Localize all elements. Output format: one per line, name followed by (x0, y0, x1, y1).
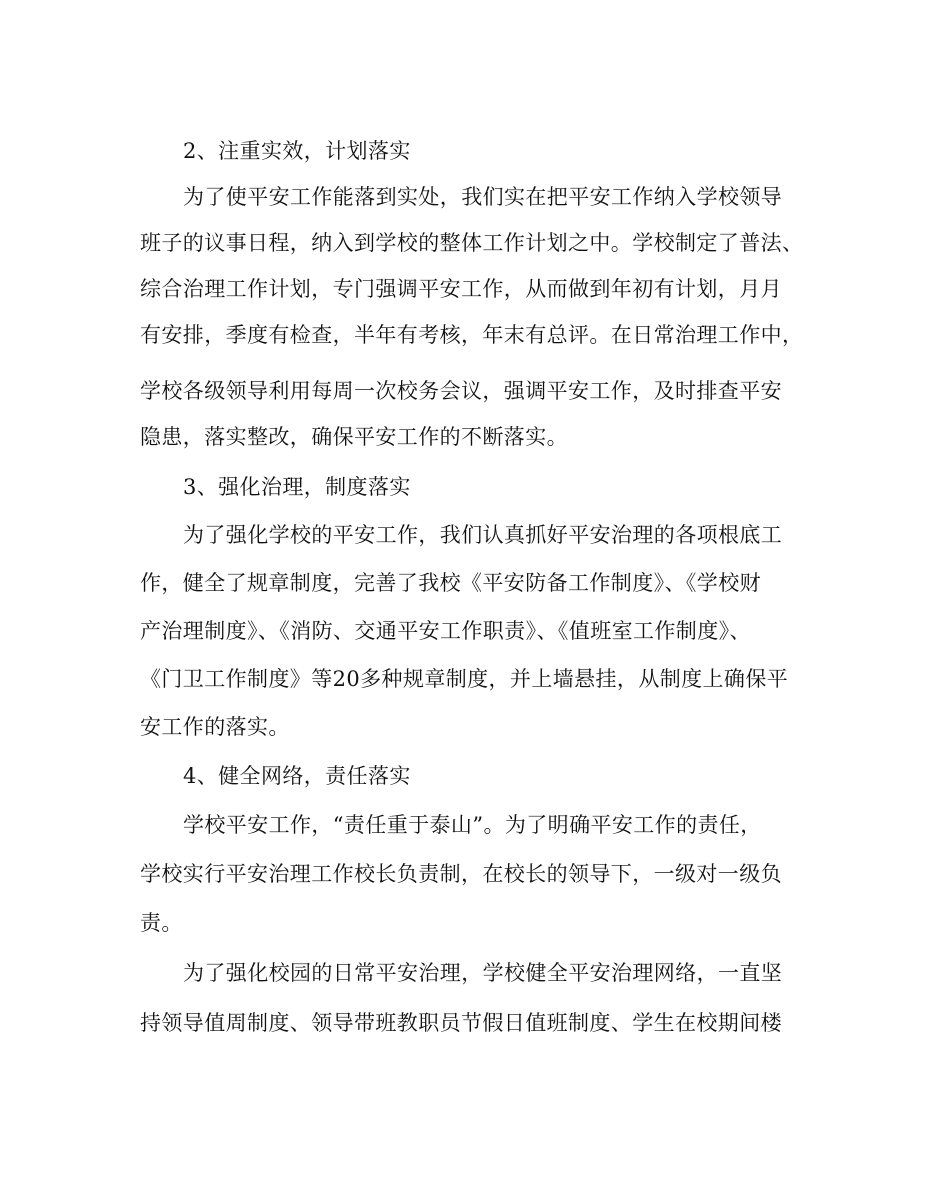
paragraph-line: 责。 (140, 911, 183, 935)
paragraph-line: 综合治理工作计划，专门强调平安工作，从而做到年初有计划，月月 (140, 277, 782, 301)
paragraph-line: 班子的议事日程，纳入到学校的整体工作计划之中。学校制定了普法、 (140, 231, 804, 255)
section-heading-4: 4、健全网络，责任落实 (183, 764, 411, 788)
paragraph-line: 为了强化校园的日常平安治理，学校健全平安治理网络，一直坚 (183, 961, 783, 985)
paragraph-line: 安工作的落实。 (140, 715, 290, 739)
section-heading-2: 2、注重实效，计划落实 (183, 139, 411, 163)
paragraph-line: 隐患，落实整改，确保平安工作的不断落实。 (140, 425, 568, 449)
section-heading-3: 3、强化治理，制度落实 (183, 475, 411, 499)
paragraph-line: 有安排，季度有检查，半年有考核，年末有总评。在日常治理工作中， (140, 323, 804, 347)
paragraph-line: 学校各级领导利用每周一次校务会议，强调平安工作，及时排查平安 (140, 379, 782, 403)
paragraph-line: 《门卫工作制度》等20多种规章制度，并上墙悬挂，从制度上确保平 (140, 667, 789, 691)
paragraph-line: 作，健全了规章制度，完善了我校《平安防备工作制度》、《学校财 (140, 571, 761, 595)
paragraph-line: 学校实行平安治理工作校长负责制，在校长的领导下，一级对一级负 (140, 862, 782, 886)
paragraph-line: 产治理制度》、《消防、交通平安工作职责》、《值班室工作制度》、 (140, 619, 751, 643)
paragraph-line: 为了强化学校的平安工作，我们认真抓好平安治理的各项根底工 (183, 523, 783, 547)
paragraph-line: 为了使平安工作能落到实处，我们实在把平安工作纳入学校领导 (183, 185, 783, 209)
paragraph-line: 持领导值周制度、领导带班教职员节假日值班制度、学生在校期间楼 (140, 1011, 782, 1035)
paragraph-line: 学校平安工作，“责任重于泰山”。为了明确平安工作的责任， (183, 813, 762, 837)
